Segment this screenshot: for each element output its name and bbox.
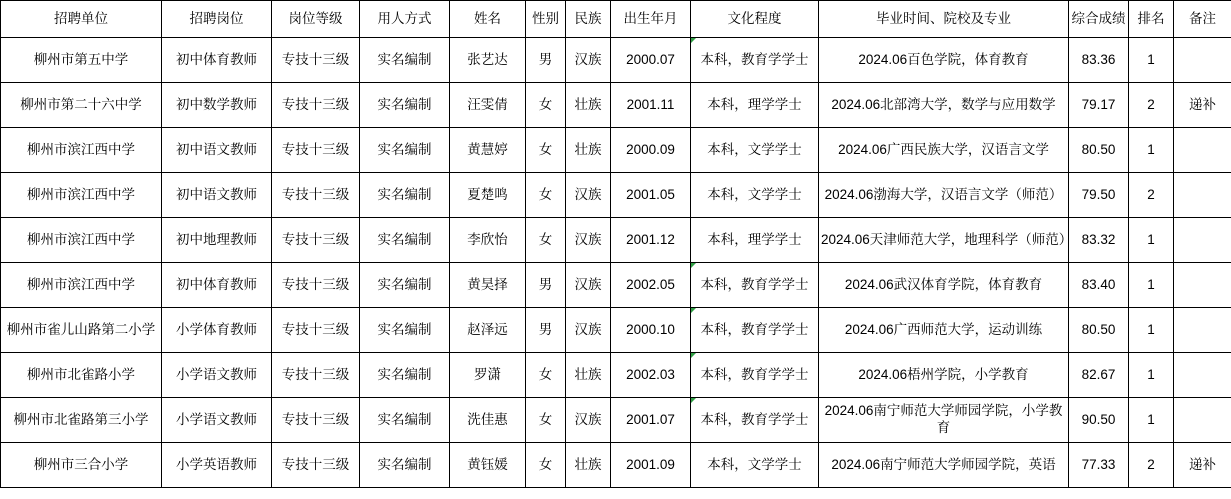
table-row — [1, 83, 1231, 128]
cell-score: 79.50 — [1069, 173, 1129, 218]
cell-level: 专技十三级 — [272, 353, 360, 398]
cell-employment: 实名编制 — [360, 38, 450, 83]
column-header-remark: 备注 — [1174, 1, 1231, 38]
cell-graduation: 2024.06百色学院，体育教育 — [819, 38, 1069, 83]
cell-gender: 女 — [526, 398, 566, 443]
cell-birth: 2002.05 — [611, 263, 691, 308]
cell-ethnicity: 壮族 — [566, 353, 611, 398]
cell-position: 初中地理教师 — [162, 218, 272, 263]
cell-level: 专技十三级 — [272, 83, 360, 128]
column-header-birth: 出生年月 — [611, 1, 691, 38]
column-header-position: 招聘岗位 — [162, 1, 272, 38]
cell-graduation: 2024.06梧州学院，小学教育 — [819, 353, 1069, 398]
cell-name: 黄昊择 — [450, 263, 526, 308]
column-header-employment: 用人方式 — [360, 1, 450, 38]
cell-level: 专技十三级 — [272, 308, 360, 353]
table-row — [1, 398, 1231, 443]
cell-position: 小学体育教师 — [162, 308, 272, 353]
cell-employment: 实名编制 — [360, 398, 450, 443]
cell-birth: 2001.11 — [611, 83, 691, 128]
cell-unit: 柳州市滨江西中学 — [1, 218, 162, 263]
cell-score: 83.40 — [1069, 263, 1129, 308]
cell-remark: 递补 — [1174, 443, 1231, 488]
cell-rank: 1 — [1129, 353, 1174, 398]
cell-birth: 2001.12 — [611, 218, 691, 263]
cell-education: 本科，教育学学士 — [691, 308, 819, 353]
cell-name: 张艺达 — [450, 38, 526, 83]
cell-name: 赵泽远 — [450, 308, 526, 353]
column-header-gender: 性别 — [526, 1, 566, 38]
table-row — [1, 308, 1231, 353]
cell-position: 初中数学教师 — [162, 83, 272, 128]
cell-level: 专技十三级 — [272, 443, 360, 488]
cell-rank: 1 — [1129, 308, 1174, 353]
cell-ethnicity: 汉族 — [566, 308, 611, 353]
cell-gender: 女 — [526, 218, 566, 263]
column-header-rank: 排名 — [1129, 1, 1174, 38]
table-header — [1, 1, 1231, 38]
cell-position: 初中体育教师 — [162, 263, 272, 308]
table-row — [1, 263, 1231, 308]
cell-gender: 男 — [526, 263, 566, 308]
table-row — [1, 128, 1231, 173]
cell-unit: 柳州市滨江西中学 — [1, 173, 162, 218]
cell-education: 本科，教育学学士 — [691, 263, 819, 308]
cell-score: 79.17 — [1069, 83, 1129, 128]
cell-position: 小学语文教师 — [162, 398, 272, 443]
table-body — [1, 38, 1231, 488]
column-header-education: 文化程度 — [691, 1, 819, 38]
cell-gender: 女 — [526, 353, 566, 398]
cell-position: 小学语文教师 — [162, 353, 272, 398]
cell-graduation: 2024.06北部湾大学，数学与应用数学 — [819, 83, 1069, 128]
column-header-score: 综合成绩 — [1069, 1, 1129, 38]
cell-name: 罗潇 — [450, 353, 526, 398]
cell-birth: 2001.05 — [611, 173, 691, 218]
cell-rank: 1 — [1129, 128, 1174, 173]
cell-birth: 2000.07 — [611, 38, 691, 83]
cell-score: 90.50 — [1069, 398, 1129, 443]
cell-employment: 实名编制 — [360, 83, 450, 128]
cell-position: 初中体育教师 — [162, 38, 272, 83]
cell-ethnicity: 汉族 — [566, 218, 611, 263]
cell-graduation: 2024.06武汉体育学院，体育教育 — [819, 263, 1069, 308]
cell-graduation: 2024.06南宁师范大学师园学院，英语 — [819, 443, 1069, 488]
table-row — [1, 353, 1231, 398]
cell-unit: 柳州市北雀路小学 — [1, 353, 162, 398]
cell-education: 本科，教育学学士 — [691, 38, 819, 83]
cell-gender: 女 — [526, 443, 566, 488]
cell-graduation: 2024.06天津师范大学，地理科学（师范） — [819, 218, 1069, 263]
cell-name: 黄钰媛 — [450, 443, 526, 488]
cell-level: 专技十三级 — [272, 38, 360, 83]
cell-gender: 女 — [526, 128, 566, 173]
cell-ethnicity: 壮族 — [566, 443, 611, 488]
cell-education: 本科，教育学学士 — [691, 353, 819, 398]
cell-employment: 实名编制 — [360, 173, 450, 218]
cell-education: 本科，文学学士 — [691, 173, 819, 218]
cell-employment: 实名编制 — [360, 128, 450, 173]
cell-rank: 2 — [1129, 83, 1174, 128]
cell-unit: 柳州市滨江西中学 — [1, 263, 162, 308]
cell-position: 初中语文教师 — [162, 173, 272, 218]
cell-level: 专技十三级 — [272, 398, 360, 443]
cell-employment: 实名编制 — [360, 263, 450, 308]
cell-unit: 柳州市雀儿山路第二小学 — [1, 308, 162, 353]
cell-remark — [1174, 308, 1231, 353]
cell-name: 汪雯倩 — [450, 83, 526, 128]
cell-level: 专技十三级 — [272, 128, 360, 173]
cell-education: 本科，理学学士 — [691, 83, 819, 128]
cell-gender: 男 — [526, 38, 566, 83]
cell-remark — [1174, 398, 1231, 443]
cell-unit: 柳州市第二十六中学 — [1, 83, 162, 128]
cell-name: 李欣怡 — [450, 218, 526, 263]
cell-graduation: 2024.06渤海大学，汉语言文学（师范） — [819, 173, 1069, 218]
cell-rank: 2 — [1129, 443, 1174, 488]
cell-score: 83.32 — [1069, 218, 1129, 263]
cell-education: 本科，文学学士 — [691, 128, 819, 173]
cell-birth: 2000.10 — [611, 308, 691, 353]
cell-rank: 1 — [1129, 398, 1174, 443]
cell-ethnicity: 汉族 — [566, 173, 611, 218]
cell-remark — [1174, 353, 1231, 398]
cell-rank: 1 — [1129, 38, 1174, 83]
cell-employment: 实名编制 — [360, 353, 450, 398]
column-header-unit: 招聘单位 — [1, 1, 162, 38]
cell-graduation: 2024.06南宁师范大学师园学院，小学教育 — [819, 398, 1069, 443]
cell-unit: 柳州市滨江西中学 — [1, 128, 162, 173]
cell-remark — [1174, 128, 1231, 173]
cell-level: 专技十三级 — [272, 173, 360, 218]
cell-score: 80.50 — [1069, 128, 1129, 173]
column-header-name: 姓名 — [450, 1, 526, 38]
cell-remark — [1174, 38, 1231, 83]
cell-remark: 递补 — [1174, 83, 1231, 128]
column-header-ethnicity: 民族 — [566, 1, 611, 38]
cell-employment: 实名编制 — [360, 443, 450, 488]
cell-rank: 1 — [1129, 263, 1174, 308]
cell-gender: 女 — [526, 173, 566, 218]
cell-education: 本科，教育学学士 — [691, 398, 819, 443]
cell-ethnicity: 壮族 — [566, 128, 611, 173]
cell-unit: 柳州市北雀路第三小学 — [1, 398, 162, 443]
cell-name: 黄慧婷 — [450, 128, 526, 173]
cell-rank: 1 — [1129, 218, 1174, 263]
table-row — [1, 443, 1231, 488]
table-header-row — [1, 1, 1231, 38]
cell-level: 专技十三级 — [272, 263, 360, 308]
cell-remark — [1174, 263, 1231, 308]
cell-ethnicity: 汉族 — [566, 38, 611, 83]
cell-level: 专技十三级 — [272, 218, 360, 263]
cell-remark — [1174, 173, 1231, 218]
cell-unit: 柳州市三合小学 — [1, 443, 162, 488]
cell-education: 本科，文学学士 — [691, 443, 819, 488]
column-header-level: 岗位等级 — [272, 1, 360, 38]
cell-score: 77.33 — [1069, 443, 1129, 488]
cell-position: 初中语文教师 — [162, 128, 272, 173]
cell-gender: 男 — [526, 308, 566, 353]
cell-name: 夏楚鸣 — [450, 173, 526, 218]
cell-ethnicity: 汉族 — [566, 263, 611, 308]
cell-employment: 实名编制 — [360, 308, 450, 353]
cell-employment: 实名编制 — [360, 218, 450, 263]
cell-score: 82.67 — [1069, 353, 1129, 398]
cell-birth: 2001.09 — [611, 443, 691, 488]
cell-birth: 2000.09 — [611, 128, 691, 173]
cell-unit: 柳州市第五中学 — [1, 38, 162, 83]
column-header-graduation: 毕业时间、院校及专业 — [819, 1, 1069, 38]
cell-position: 小学英语教师 — [162, 443, 272, 488]
cell-rank: 2 — [1129, 173, 1174, 218]
cell-graduation: 2024.06广西师范大学，运动训练 — [819, 308, 1069, 353]
table-row — [1, 218, 1231, 263]
cell-score: 80.50 — [1069, 308, 1129, 353]
cell-ethnicity: 汉族 — [566, 398, 611, 443]
cell-gender: 女 — [526, 83, 566, 128]
cell-birth: 2002.03 — [611, 353, 691, 398]
cell-name: 洗佳惠 — [450, 398, 526, 443]
cell-ethnicity: 壮族 — [566, 83, 611, 128]
table-row — [1, 173, 1231, 218]
cell-remark — [1174, 218, 1231, 263]
cell-score: 83.36 — [1069, 38, 1129, 83]
table-row — [1, 38, 1231, 83]
cell-graduation: 2024.06广西民族大学，汉语言文学 — [819, 128, 1069, 173]
cell-birth: 2001.07 — [611, 398, 691, 443]
cell-education: 本科，理学学士 — [691, 218, 819, 263]
